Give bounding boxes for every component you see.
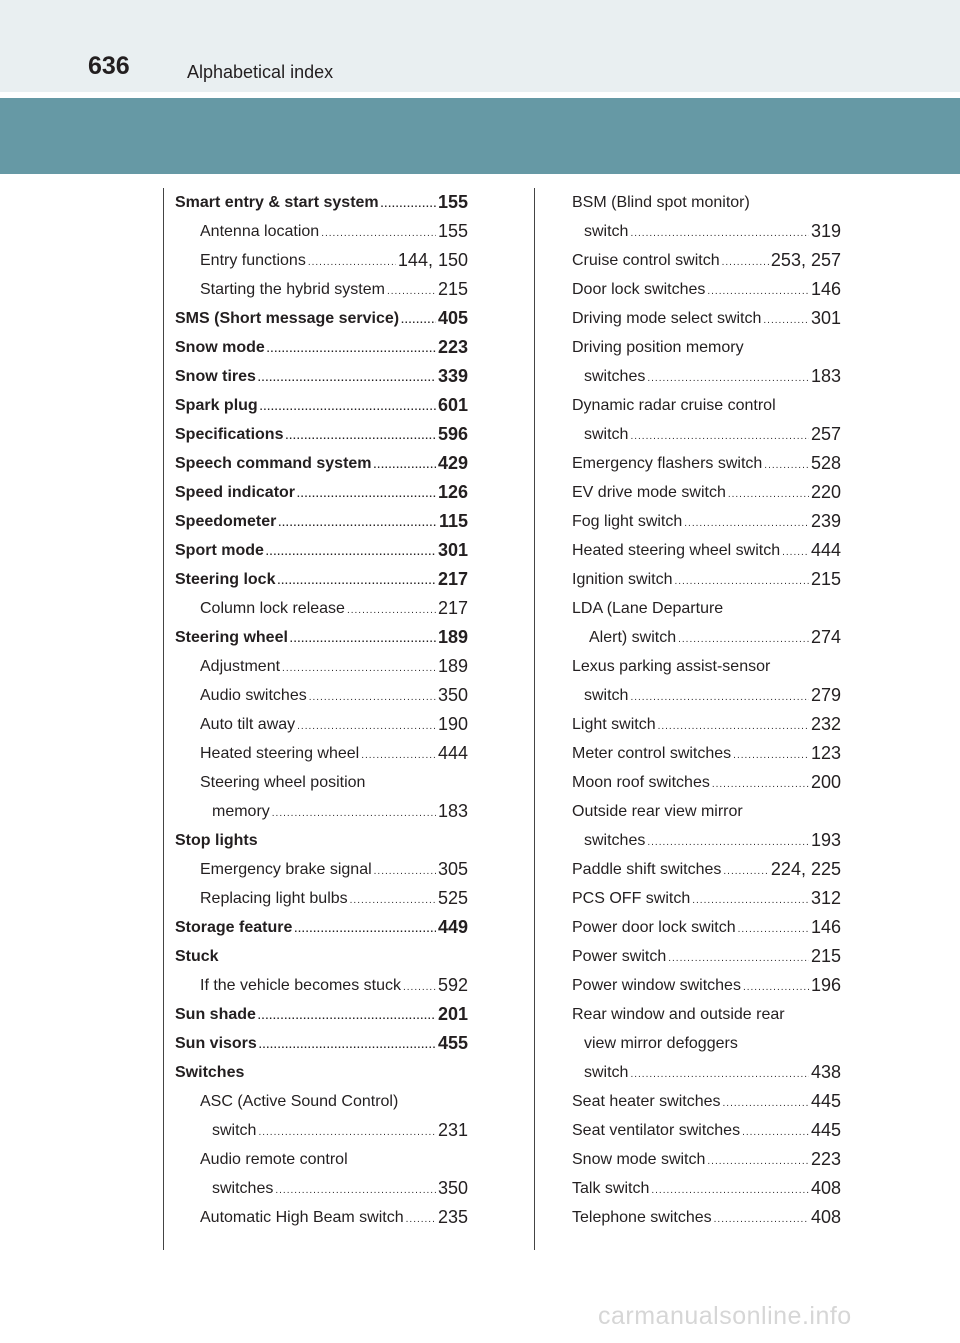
index-entry <box>535 304 841 333</box>
index-entry <box>535 217 841 246</box>
index-entry <box>164 246 468 275</box>
entry-page-ref: 301 <box>810 308 841 328</box>
index-entry <box>535 565 841 594</box>
entry-term: Replacing light bulbs <box>200 890 348 907</box>
entry-term: Driving position memory <box>572 339 744 356</box>
entry-term: switches <box>584 368 646 385</box>
entry-term: Speech command system <box>175 455 372 472</box>
leader-dots <box>285 425 435 449</box>
entry-term: Power window switches <box>572 977 741 994</box>
leader-dots <box>684 512 809 536</box>
entry-term: PCS OFF switch <box>572 890 691 907</box>
leader-dots <box>630 1063 809 1087</box>
index-entry <box>164 1116 468 1145</box>
index-entry <box>535 478 841 507</box>
leader-dots <box>258 1121 436 1145</box>
index-entry <box>164 710 468 739</box>
leader-dots <box>374 454 436 478</box>
entry-term: Snow mode <box>175 339 265 356</box>
entry-page-ref: 239 <box>810 511 841 531</box>
index-entry <box>164 623 468 652</box>
index-entry <box>535 739 841 768</box>
entry-page-ref: 445 <box>810 1091 841 1111</box>
index-entry <box>164 536 468 565</box>
index-entry <box>164 884 468 913</box>
leader-dots <box>272 802 436 826</box>
entry-term: Specifications <box>175 426 284 443</box>
leader-dots <box>403 976 436 1000</box>
entry-term: switches <box>584 832 646 849</box>
entry-page-ref: 146 <box>810 279 841 299</box>
leader-dots <box>733 744 809 768</box>
entry-page-ref: 455 <box>437 1033 468 1053</box>
entry-page-ref: 183 <box>437 801 468 821</box>
index-entry <box>164 797 468 826</box>
leader-dots <box>278 512 437 536</box>
index-entry <box>164 217 468 246</box>
leader-dots <box>321 222 436 246</box>
index-entry <box>535 1145 841 1174</box>
leader-dots <box>742 1121 809 1145</box>
entry-page-ref: 405 <box>437 308 468 328</box>
entry-term: Entry functions <box>200 252 306 269</box>
entry-term: switch <box>584 687 629 704</box>
index-entry <box>535 246 841 275</box>
entry-page-ref: 155 <box>437 192 468 212</box>
entry-term: memory <box>212 803 270 820</box>
leader-dots <box>630 686 809 710</box>
entry-term: switch <box>584 1064 629 1081</box>
leader-dots <box>728 483 809 507</box>
entry-term: ASC (Active Sound Control) <box>200 1093 399 1110</box>
leader-dots <box>723 860 769 884</box>
entry-page-ref: 253, 257 <box>770 250 841 270</box>
entry-term: Sport mode <box>175 542 264 559</box>
entry-page-ref: 235 <box>437 1207 468 1227</box>
leader-dots <box>294 918 436 942</box>
index-column-left <box>163 188 468 1250</box>
leader-dots <box>658 715 809 739</box>
leader-dots <box>290 628 436 652</box>
index-entry <box>535 362 841 391</box>
leader-dots <box>738 918 809 942</box>
index-entry <box>164 942 468 971</box>
entry-term: Audio remote control <box>200 1151 348 1168</box>
entry-page-ref: 319 <box>810 221 841 241</box>
entry-term: Ignition switch <box>572 571 673 588</box>
index-entry <box>164 681 468 710</box>
entry-page-ref: 215 <box>437 279 468 299</box>
entry-term: Speed indicator <box>175 484 296 501</box>
header-band <box>0 98 960 174</box>
leader-dots <box>259 1034 436 1058</box>
index-entry <box>535 855 841 884</box>
entry-term: Lexus parking assist-sensor <box>572 658 771 675</box>
entry-term: switch <box>584 223 629 240</box>
entry-term: switch <box>212 1122 257 1139</box>
entry-term: SMS (Short message service) <box>175 310 400 327</box>
leader-dots <box>267 338 436 362</box>
entry-term: Seat ventilator switches <box>572 1122 741 1139</box>
index-entry <box>535 652 841 681</box>
entry-page-ref: 438 <box>810 1062 841 1082</box>
entry-term: Rear window and outside rear <box>572 1006 785 1023</box>
leader-dots <box>381 193 436 217</box>
leader-dots <box>714 1208 809 1232</box>
index-entry <box>164 913 468 942</box>
entry-term: Telephone switches <box>572 1209 712 1226</box>
index-entry <box>164 1058 468 1087</box>
entry-term: Paddle shift switches <box>572 861 722 878</box>
entry-page-ref: 126 <box>437 482 468 502</box>
entry-page-ref: 115 <box>438 511 468 531</box>
leader-dots <box>350 889 436 913</box>
entry-page-ref: 224, 225 <box>770 859 841 879</box>
entry-term: Audio switches <box>200 687 307 704</box>
entry-term: Adjustment <box>200 658 281 675</box>
page-header <box>0 0 960 92</box>
index-entry <box>535 420 841 449</box>
entry-term: Heated steering wheel switch <box>572 542 781 559</box>
entry-page-ref: 189 <box>437 627 468 647</box>
entry-term: Sun visors <box>175 1035 257 1052</box>
leader-dots <box>723 1092 809 1116</box>
entry-page-ref: 596 <box>437 424 468 444</box>
index-entry <box>535 275 841 304</box>
entry-term: Alert) switch <box>589 629 677 646</box>
leader-dots <box>743 976 809 1000</box>
entry-page-ref: 201 <box>437 1004 468 1024</box>
page-number: 636 <box>88 52 130 80</box>
entry-term: EV drive mode switch <box>572 484 726 501</box>
index-column-right <box>534 188 841 1250</box>
index-entry <box>164 652 468 681</box>
leader-dots <box>782 541 809 565</box>
entry-term: Steering wheel <box>175 629 288 646</box>
entry-term: Driving mode select switch <box>572 310 762 327</box>
entry-page-ref: 220 <box>810 482 841 502</box>
entry-term: Seat heater switches <box>572 1093 721 1110</box>
leader-dots <box>308 251 396 275</box>
entry-term: Emergency brake signal <box>200 861 372 878</box>
index-entry <box>535 971 841 1000</box>
index-entry <box>535 768 841 797</box>
entry-page-ref: 217 <box>437 569 468 589</box>
entry-term: BSM (Blind spot monitor) <box>572 194 750 211</box>
leader-dots <box>692 889 809 913</box>
leader-dots <box>712 773 809 797</box>
entry-term: Spark plug <box>175 397 258 414</box>
entry-page-ref: 231 <box>437 1120 468 1140</box>
index-entry <box>535 623 841 652</box>
entry-page-ref: 350 <box>437 1178 468 1198</box>
index-entry <box>164 478 468 507</box>
entry-term: Emergency flashers switch <box>572 455 763 472</box>
entry-page-ref: 528 <box>810 453 841 473</box>
index-entry <box>164 594 468 623</box>
leader-dots <box>707 1150 809 1174</box>
entry-term: Steering lock <box>175 571 276 588</box>
entry-term: view mirror defoggers <box>584 1035 738 1052</box>
index-entry <box>164 826 468 855</box>
entry-term: Smart entry & start system <box>175 194 379 211</box>
index-entry <box>535 449 841 478</box>
leader-dots <box>647 831 809 855</box>
entry-page-ref: 305 <box>437 859 468 879</box>
entry-page-ref: 189 <box>437 656 468 676</box>
index-entry <box>164 855 468 884</box>
index-entry <box>535 1116 841 1145</box>
entry-term: Antenna location <box>200 223 320 240</box>
entry-term: Talk switch <box>572 1180 650 1197</box>
entry-page-ref: 601 <box>437 395 468 415</box>
entry-term: switch <box>584 426 629 443</box>
entry-page-ref: 200 <box>810 772 841 792</box>
section-title: Alphabetical index <box>187 62 334 82</box>
index-entry <box>164 333 468 362</box>
index-entry <box>164 507 468 536</box>
index-entry <box>164 449 468 478</box>
entry-term: If the vehicle becomes stuck <box>200 977 401 994</box>
leader-dots <box>763 309 809 333</box>
leader-dots <box>675 570 809 594</box>
index-entry <box>164 391 468 420</box>
entry-term: Column lock release <box>200 600 345 617</box>
leader-dots <box>277 570 435 594</box>
index-entry <box>535 710 841 739</box>
index-entry <box>535 391 841 420</box>
entry-term: Switches <box>175 1064 245 1081</box>
entry-page-ref: 155 <box>437 221 468 241</box>
entry-page-ref: 215 <box>810 946 841 966</box>
entry-term: Power door lock switch <box>572 919 736 936</box>
leader-dots <box>401 309 436 333</box>
entry-page-ref: 408 <box>810 1178 841 1198</box>
leader-dots <box>297 483 436 507</box>
entry-page-ref: 301 <box>437 540 468 560</box>
index-entry <box>535 1087 841 1116</box>
entry-page-ref: 196 <box>810 975 841 995</box>
entry-page-ref: 444 <box>810 540 841 560</box>
entry-term: LDA (Lane Departure <box>572 600 724 617</box>
entry-page-ref: 339 <box>437 366 468 386</box>
index-entry <box>535 884 841 913</box>
entry-page-ref: 223 <box>437 337 468 357</box>
entry-page-ref: 279 <box>810 685 841 705</box>
leader-dots <box>260 396 436 420</box>
index-entry <box>535 826 841 855</box>
entry-term: Light switch <box>572 716 656 733</box>
entry-term: Door lock switches <box>572 281 706 298</box>
index-entry <box>535 797 841 826</box>
index-entry <box>535 333 841 362</box>
entry-term: Storage feature <box>175 919 293 936</box>
index-entry <box>535 913 841 942</box>
index-entry <box>535 594 841 623</box>
index-entry <box>164 275 468 304</box>
entry-term: Power switch <box>572 948 667 965</box>
entry-term: Auto tilt away <box>200 716 296 733</box>
index-entry <box>535 1058 841 1087</box>
entry-term: Dynamic radar cruise control <box>572 397 776 414</box>
entry-term: Snow mode switch <box>572 1151 706 1168</box>
leader-dots <box>347 599 436 623</box>
index-entry <box>164 362 468 391</box>
index-entry <box>164 565 468 594</box>
leader-dots <box>722 251 769 275</box>
index-entry <box>164 768 468 797</box>
index-entry <box>164 420 468 449</box>
entry-page-ref: 592 <box>437 975 468 995</box>
leader-dots <box>668 947 809 971</box>
leader-dots <box>297 715 436 739</box>
entry-page-ref: 193 <box>810 830 841 850</box>
entry-term: Meter control switches <box>572 745 732 762</box>
leader-dots <box>361 744 436 768</box>
entry-term: Outside rear view mirror <box>572 803 743 820</box>
index-entry <box>164 1203 468 1232</box>
entry-term: Steering wheel position <box>200 774 366 791</box>
leader-dots <box>651 1179 809 1203</box>
index-entry <box>535 1029 841 1058</box>
entry-page-ref: 223 <box>810 1149 841 1169</box>
index-entry <box>535 507 841 536</box>
leader-dots <box>630 222 809 246</box>
entry-page-ref: 408 <box>810 1207 841 1227</box>
index-entry <box>164 1029 468 1058</box>
index-entry <box>164 739 468 768</box>
index-entry <box>535 1203 841 1232</box>
entry-page-ref: 183 <box>810 366 841 386</box>
index-entry <box>164 304 468 333</box>
leader-dots <box>266 541 436 565</box>
entry-page-ref: 444 <box>437 743 468 763</box>
entry-page-ref: 312 <box>810 888 841 908</box>
entry-term: Fog light switch <box>572 513 683 530</box>
leader-dots <box>282 657 436 681</box>
leader-dots <box>707 280 809 304</box>
entry-page-ref: 274 <box>810 627 841 647</box>
leader-dots <box>406 1208 436 1232</box>
entry-page-ref: 449 <box>437 917 468 937</box>
entry-term: Moon roof switches <box>572 774 710 791</box>
entry-page-ref: 232 <box>810 714 841 734</box>
leader-dots <box>275 1179 436 1203</box>
entry-term: Starting the hybrid system <box>200 281 385 298</box>
index-entry <box>535 1000 841 1029</box>
entry-page-ref: 190 <box>437 714 468 734</box>
leader-dots <box>258 367 436 391</box>
entry-page-ref: 215 <box>810 569 841 589</box>
index-entry <box>164 188 468 217</box>
entry-term: Speedometer <box>175 513 277 530</box>
leader-dots <box>647 367 809 391</box>
entry-term: switches <box>212 1180 274 1197</box>
entry-page-ref: 123 <box>810 743 841 763</box>
leader-dots <box>258 1005 436 1029</box>
index-entry <box>164 1000 468 1029</box>
entry-term: Heated steering wheel <box>200 745 360 762</box>
index-entry <box>164 1174 468 1203</box>
index-entry <box>535 1174 841 1203</box>
leader-dots <box>764 454 809 478</box>
entry-page-ref: 525 <box>437 888 468 908</box>
entry-page-ref: 217 <box>437 598 468 618</box>
entry-page-ref: 257 <box>810 424 841 444</box>
leader-dots <box>678 628 809 652</box>
leader-dots <box>374 860 436 884</box>
index-entry <box>535 188 841 217</box>
entry-page-ref: 350 <box>437 685 468 705</box>
entry-term: Snow tires <box>175 368 256 385</box>
watermark: carmanualsonline.info <box>598 1302 852 1330</box>
leader-dots <box>309 686 436 710</box>
entry-term: Automatic High Beam switch <box>200 1209 404 1226</box>
entry-term: Sun shade <box>175 1006 256 1023</box>
entry-page-ref: 445 <box>810 1120 841 1140</box>
leader-dots <box>387 280 436 304</box>
index-entry <box>535 942 841 971</box>
index-entry <box>535 536 841 565</box>
entry-page-ref: 146 <box>810 917 841 937</box>
index-entry <box>535 681 841 710</box>
index-entry <box>164 971 468 1000</box>
index-entry <box>164 1087 468 1116</box>
entry-page-ref: 144, 150 <box>397 250 468 270</box>
leader-dots <box>630 425 809 449</box>
entry-term: Stop lights <box>175 832 258 849</box>
entry-term: Cruise control switch <box>572 252 720 269</box>
index-entry <box>164 1145 468 1174</box>
entry-page-ref: 429 <box>437 453 468 473</box>
entry-term: Stuck <box>175 948 219 965</box>
